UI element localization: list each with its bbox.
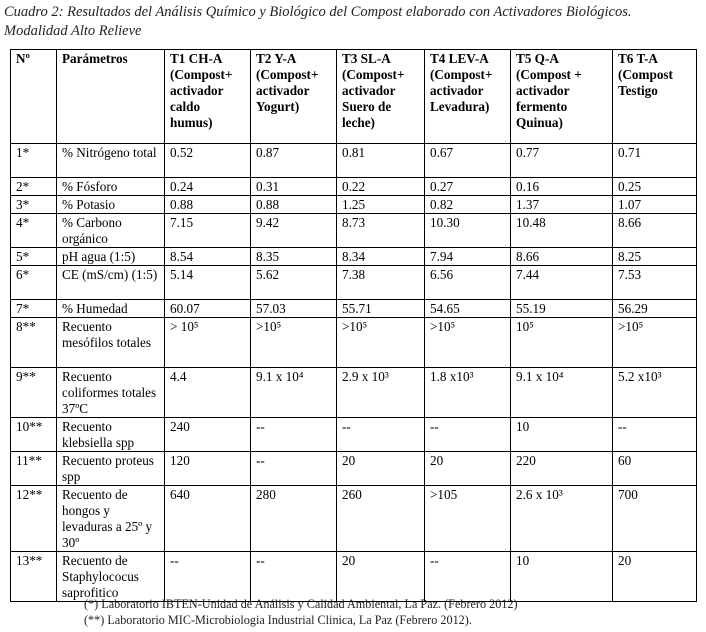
cell-param: % Humedad [57,300,165,318]
cell-t6: 0.71 [613,144,697,178]
cell-t1: 4.4 [165,368,251,418]
table-row [11,486,697,552]
cell-param: Recuento mesófilos totales [57,318,165,368]
cell-n: 11** [11,452,57,486]
cell-t1: 7.15 [165,214,251,248]
caption-line-1: Cuadro 2: Resultados del Análisis Químico y Biológico del Compost elaborado con Activadores Biológicos. [4,4,632,20]
cell-t4: 20 [425,452,511,486]
table-row [11,300,697,318]
header-t5: T5 Q-A (Compost + activador fermento Quinua) [511,50,613,144]
header-t6: T6 T-A (Compost Testigo [613,50,697,144]
cell-t1: 0.24 [165,178,251,196]
cell-t5: 10 [511,552,613,602]
cell-n: 12** [11,486,57,552]
cell-n: 5* [11,248,57,266]
cell-t6: 1.07 [613,196,697,214]
header-row [11,50,697,144]
cell-t3: 260 [337,486,425,552]
table-caption [4,3,704,41]
cell-t5: 0.16 [511,178,613,196]
cell-param: % Potasio [57,196,165,214]
cell-param: Recuento proteus spp [57,452,165,486]
cell-t4: 1.8 x10³ [425,368,511,418]
cell-t5: 55.19 [511,300,613,318]
cell-t4: 0.67 [425,144,511,178]
cell-t2: -- [251,418,337,452]
cell-t5: 10.48 [511,214,613,248]
cell-t3: 0.81 [337,144,425,178]
cell-t4: 10.30 [425,214,511,248]
cell-n: 1* [11,144,57,178]
footnote-2: (**) Laboratorio MIC-Microbiologia Industrial Clinica, La Paz (Febrero 2012). [84,613,472,627]
header-t3: T3 SL-A (Compost+ activador Suero de leche) [337,50,425,144]
cell-t1: 0.88 [165,196,251,214]
cell-t6: 8.25 [613,248,697,266]
cell-t3: -- [337,418,425,452]
cell-n: 8** [11,318,57,368]
cell-t1: > 10⁵ [165,318,251,368]
cell-t2: 5.62 [251,266,337,300]
cell-param: pH agua (1:5) [57,248,165,266]
cell-n: 2* [11,178,57,196]
header-t1: T1 CH-A (Compost+ activador caldo humus) [165,50,251,144]
table-row [11,144,697,178]
table-row [11,418,697,452]
cell-t5: 10⁵ [511,318,613,368]
cell-n: 9** [11,368,57,418]
cell-t5: 7.44 [511,266,613,300]
cell-t6: 8.66 [613,214,697,248]
cell-t4: 0.82 [425,196,511,214]
header-t4: T4 LEV-A (Compost+ activador Levadura) [425,50,511,144]
cell-t2: -- [251,452,337,486]
cell-t1: -- [165,552,251,602]
cell-t3: 55.71 [337,300,425,318]
cell-t5: 1.37 [511,196,613,214]
table-row [11,452,697,486]
cell-t1: 120 [165,452,251,486]
table-row [11,248,697,266]
cell-t3: 20 [337,552,425,602]
cell-param: % Carbono orgánico [57,214,165,248]
cell-t6: 0.25 [613,178,697,196]
cell-t1: 5.14 [165,266,251,300]
table-row [11,318,697,368]
cell-t4: -- [425,552,511,602]
table-row [11,552,697,602]
cell-t3: 8.34 [337,248,425,266]
cell-n: 7* [11,300,57,318]
cell-t4: >105 [425,486,511,552]
caption-line-2: Modalidad Alto Relieve [4,23,142,39]
cell-t6: 700 [613,486,697,552]
cell-t3: 1.25 [337,196,425,214]
cell-t5: 9.1 x 10⁴ [511,368,613,418]
cell-param: Recuento klebsiella spp [57,418,165,452]
header-t2: T2 Y-A (Compost+ activador Yogurt) [251,50,337,144]
cell-param: CE (mS/cm) (1:5) [57,266,165,300]
cell-t5: 10 [511,418,613,452]
cell-t1: 8.54 [165,248,251,266]
cell-t2: 8.35 [251,248,337,266]
table-row [11,196,697,214]
cell-t2: >10⁵ [251,318,337,368]
cell-t6: >10⁵ [613,318,697,368]
cell-t4: 54.65 [425,300,511,318]
cell-param: Recuento de Staphylococus saprofitico [57,552,165,602]
cell-t2: 280 [251,486,337,552]
cell-t6: 5.2 x10³ [613,368,697,418]
cell-t4: 0.27 [425,178,511,196]
cell-n: 13** [11,552,57,602]
cell-t2: 0.88 [251,196,337,214]
header-n: Nº [11,50,57,144]
table-row [11,214,697,248]
cell-t3: >10⁵ [337,318,425,368]
footnote-1: (*) Laboratorio IBTEN-Unidad de Análisis y Calidad Ambiental, La Paz. (Febrero 2012) [84,597,518,611]
cell-t1: 0.52 [165,144,251,178]
cell-param: % Nitrógeno total [57,144,165,178]
table-row [11,266,697,300]
cell-t5: 220 [511,452,613,486]
cell-n: 3* [11,196,57,214]
cell-n: 4* [11,214,57,248]
cell-t1: 60.07 [165,300,251,318]
cell-t4: 7.94 [425,248,511,266]
cell-t4: >10⁵ [425,318,511,368]
cell-t4: -- [425,418,511,452]
cell-param: Recuento coliformes totales 37ºC [57,368,165,418]
cell-t2: 9.42 [251,214,337,248]
cell-t5: 2.6 x 10³ [511,486,613,552]
cell-t3: 8.73 [337,214,425,248]
cell-param: % Fósforo [57,178,165,196]
cell-t6: 7.53 [613,266,697,300]
cell-t3: 0.22 [337,178,425,196]
table-row [11,178,697,196]
table-row [11,368,697,418]
cell-n: 10** [11,418,57,452]
cell-t2: 57.03 [251,300,337,318]
cell-n: 6* [11,266,57,300]
cell-t4: 6.56 [425,266,511,300]
cell-t1: 640 [165,486,251,552]
cell-t6: -- [613,418,697,452]
cell-t6: 60 [613,452,697,486]
cell-t2: -- [251,552,337,602]
results-table [10,49,697,602]
cell-param: Recuento de hongos y levaduras a 25º y 30º [57,486,165,552]
cell-t3: 7.38 [337,266,425,300]
cell-t3: 2.9 x 10³ [337,368,425,418]
cell-t5: 0.77 [511,144,613,178]
header-parametros: Parámetros [57,50,165,144]
cell-t5: 8.66 [511,248,613,266]
cell-t2: 9.1 x 10⁴ [251,368,337,418]
cell-t2: 0.31 [251,178,337,196]
cell-t1: 240 [165,418,251,452]
cell-t2: 0.87 [251,144,337,178]
cell-t6: 56.29 [613,300,697,318]
cell-t6: 20 [613,552,697,602]
cell-t3: 20 [337,452,425,486]
